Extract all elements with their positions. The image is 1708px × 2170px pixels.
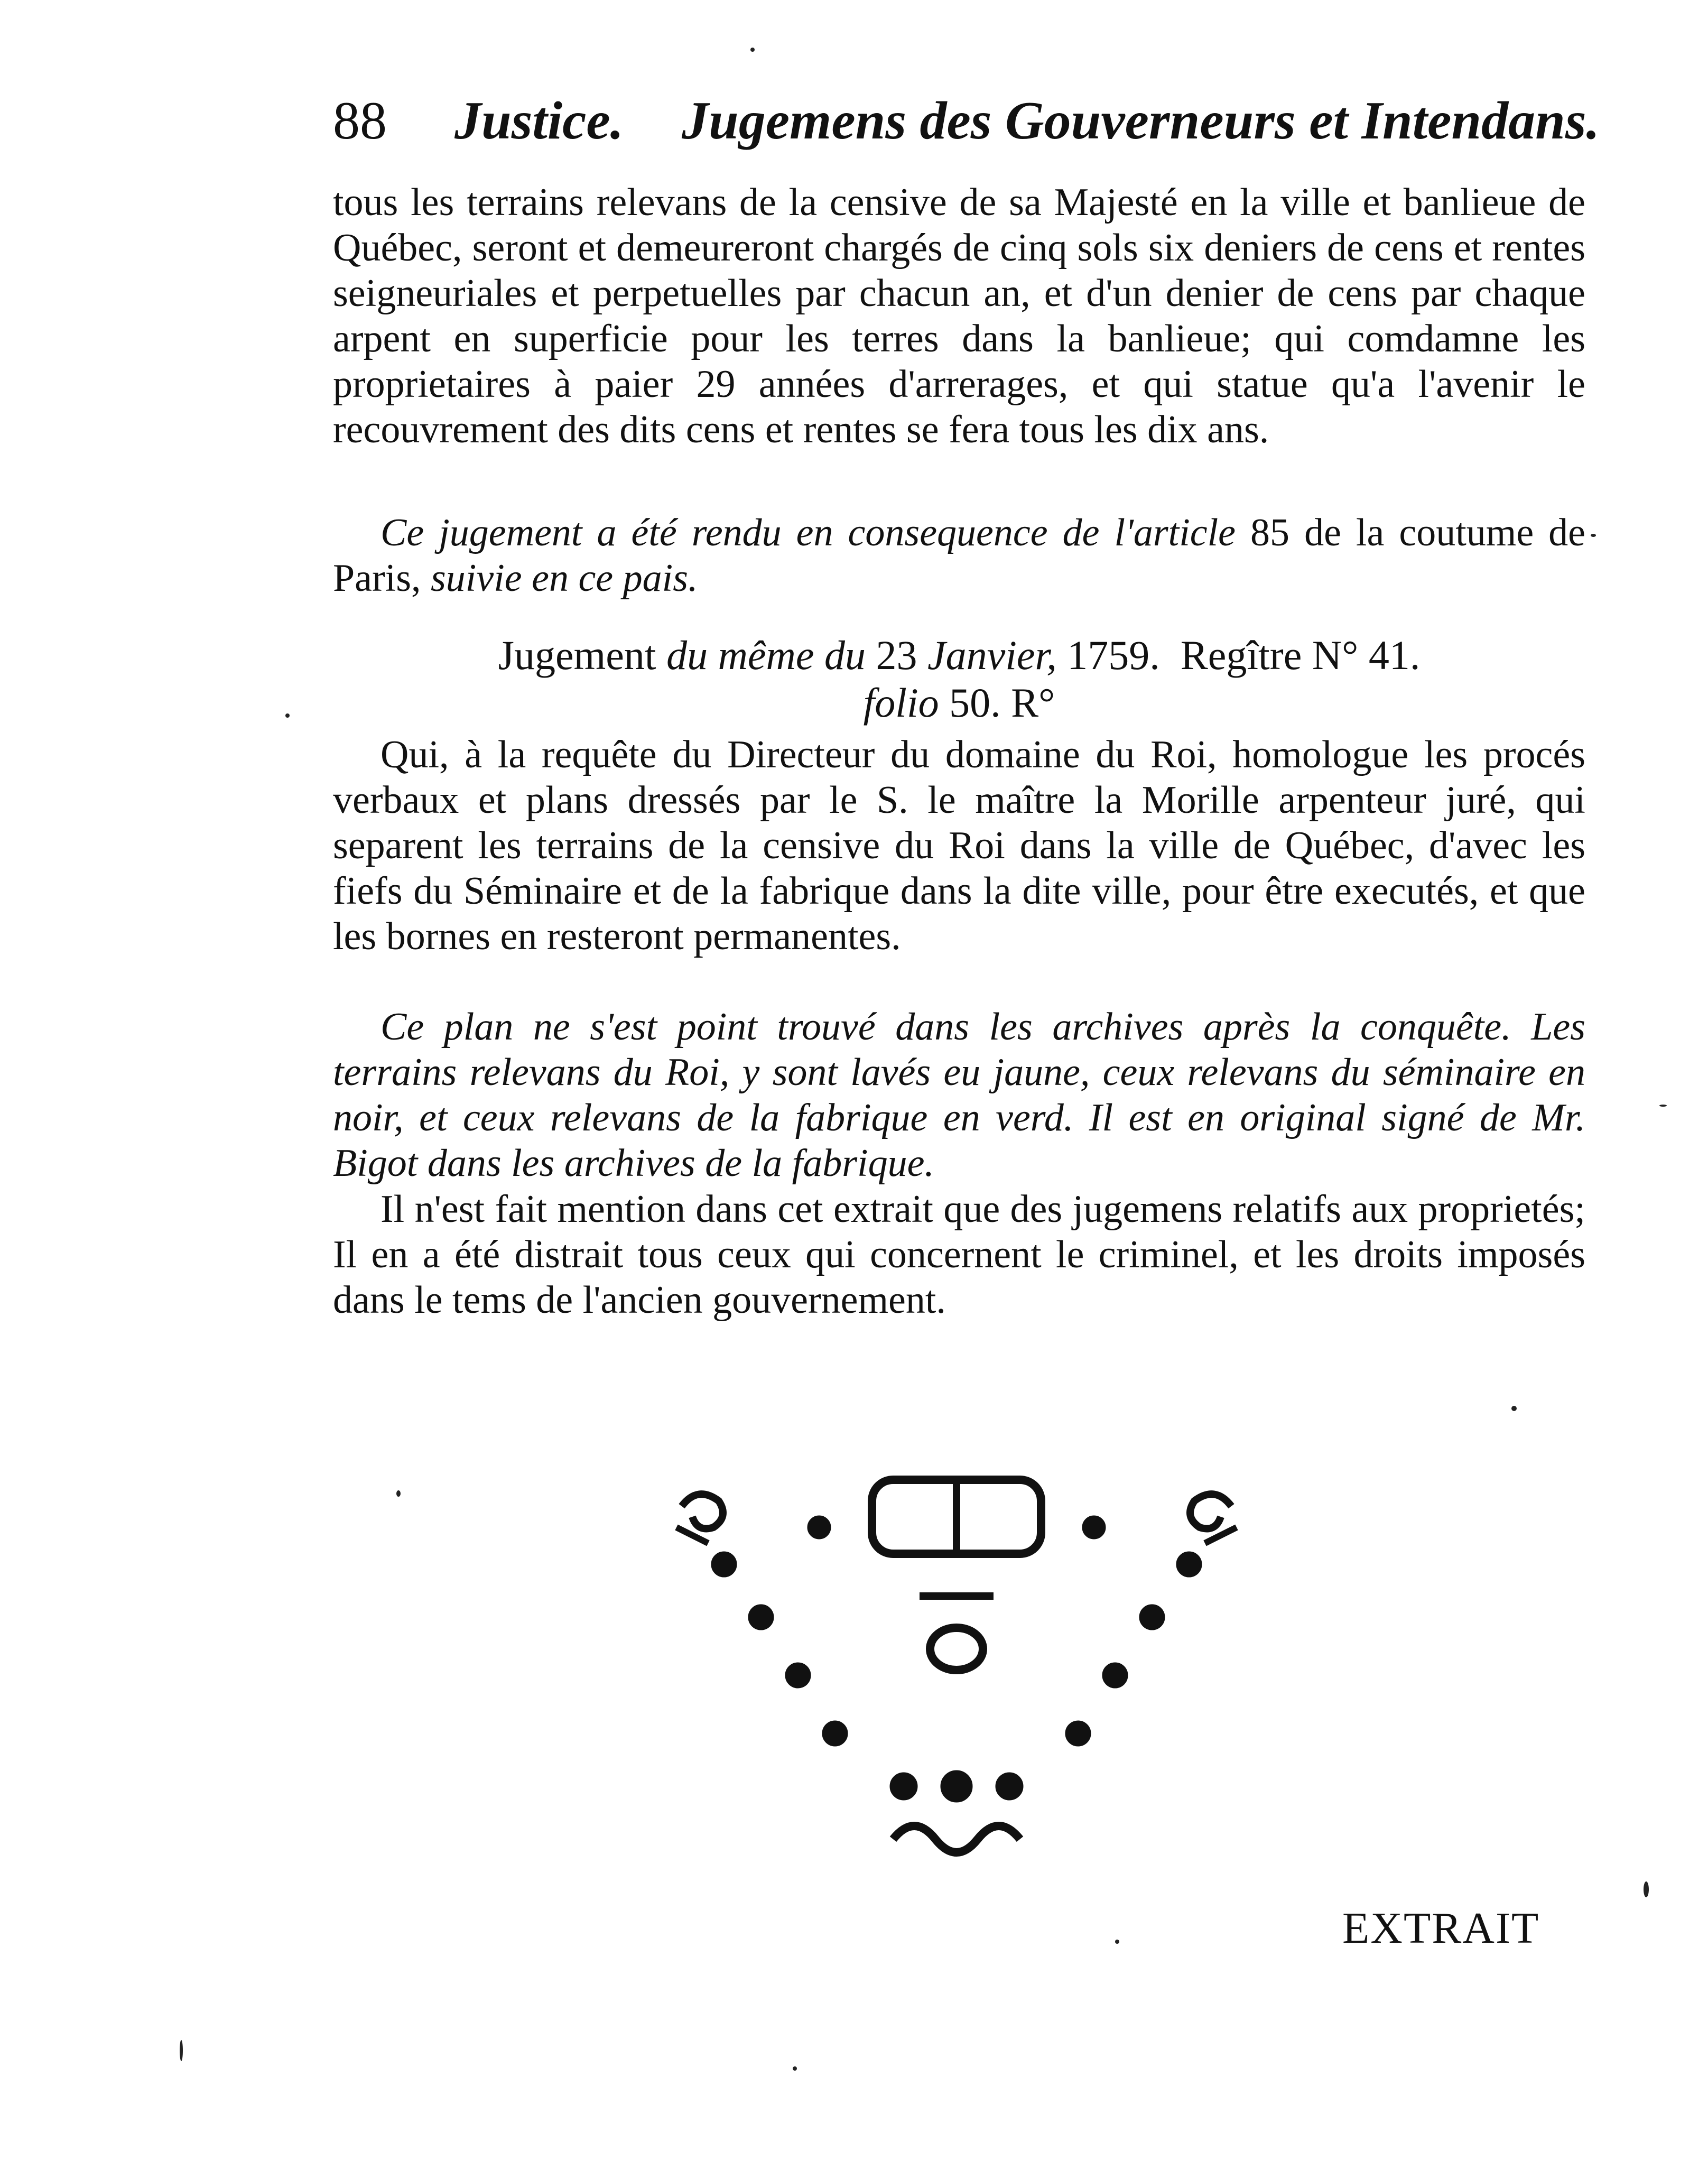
scan-speck <box>1644 1881 1649 1897</box>
catchword: EXTRAIT <box>1342 1904 1540 1953</box>
scan-speck <box>1511 1406 1517 1411</box>
paragraph-extract-note: Il n'est fait mention dans cet extrait que des jugemens relatifs aux proprietés; Il en a été distrait tous ceux qui concernent le criminel, et les droits imposés dans le tems de l'ancien gouvernement. <box>333 1188 1585 1322</box>
judgement-date: 23 <box>876 632 917 678</box>
judgement-word: Jugement <box>498 632 656 678</box>
paragraph-survey-plans: Qui, à la requête du Directeur du domaine du Roi, homologue les procés verbaux et plans dressés par le S. le maître la Morille arpenteur juré, qui separent les terrains de la censive du Roi dans la ville de Québec, d'avec les fiefs du Séminaire et de la fabrique dans la dite ville, pour être executés, et que les bornes en resteront permanentes. <box>333 733 1585 958</box>
scan-speck <box>180 2040 183 2061</box>
judgement-year: 1759. <box>1067 632 1160 678</box>
judgement-folio-number: 50. R° <box>949 680 1055 726</box>
note-article-85 <box>333 510 1585 601</box>
page-number: 88 <box>333 91 387 151</box>
note-1-italic-b: suivie en ce pais. <box>431 557 698 600</box>
scan-speck <box>750 48 755 52</box>
judgement-folio: folio <box>863 680 939 726</box>
floral-tailpiece-ornament <box>671 1469 1242 1860</box>
note-plan-archives: Ce plan ne s'est point trouvé dans les archives après la conquête. Les terrains relevans du Roi, y sont lavés eu jaune, ceux relevans du séminaire en noir, et ceux relevans de la fabrique en verd. Il est en original signé de Mr. Bigot dans les archives de la fabrique. <box>333 1005 1585 1185</box>
page-header <box>333 90 1600 169</box>
scan-speck <box>396 1490 401 1497</box>
scan-speck <box>1659 1105 1667 1107</box>
paragraph-census-rents: tous les terrains relevans de la censive de sa Majesté en la ville et banlieue de Québec, seront et demeureront chargés de cinq sols six deniers de cens et rentes seigneuriales et perpetuelles par chacun an, et d'un denier de cens par chaque arpent en superficie pour les terres dans la banlieue; qui comdamne les proprietaires à paier 29 années d'arrerages, et qui statue qu'a l'avenir le recouvrement des dits cens et rentes se fera tous les dix ans. <box>333 181 1585 451</box>
running-title: Jugemens des Gouverneurs et Intendans. <box>682 91 1600 151</box>
judgement-month: Janvier, <box>927 632 1057 678</box>
scan-speck <box>1115 1940 1119 1944</box>
judgement-italic: du même du <box>666 632 866 678</box>
note-1-italic-a: Ce jugement a été rendu en consequence de l'article <box>380 511 1236 554</box>
judgement-heading <box>333 632 1585 727</box>
note-1-roman: 85 de la coutume de Paris, <box>333 511 1586 600</box>
scan-speck <box>285 713 290 718</box>
judgement-register: Regître N° 41. <box>1180 632 1421 678</box>
section-rubric: Justice. <box>454 91 624 151</box>
scan-speck <box>793 2066 797 2071</box>
scan-speck <box>1591 534 1596 537</box>
